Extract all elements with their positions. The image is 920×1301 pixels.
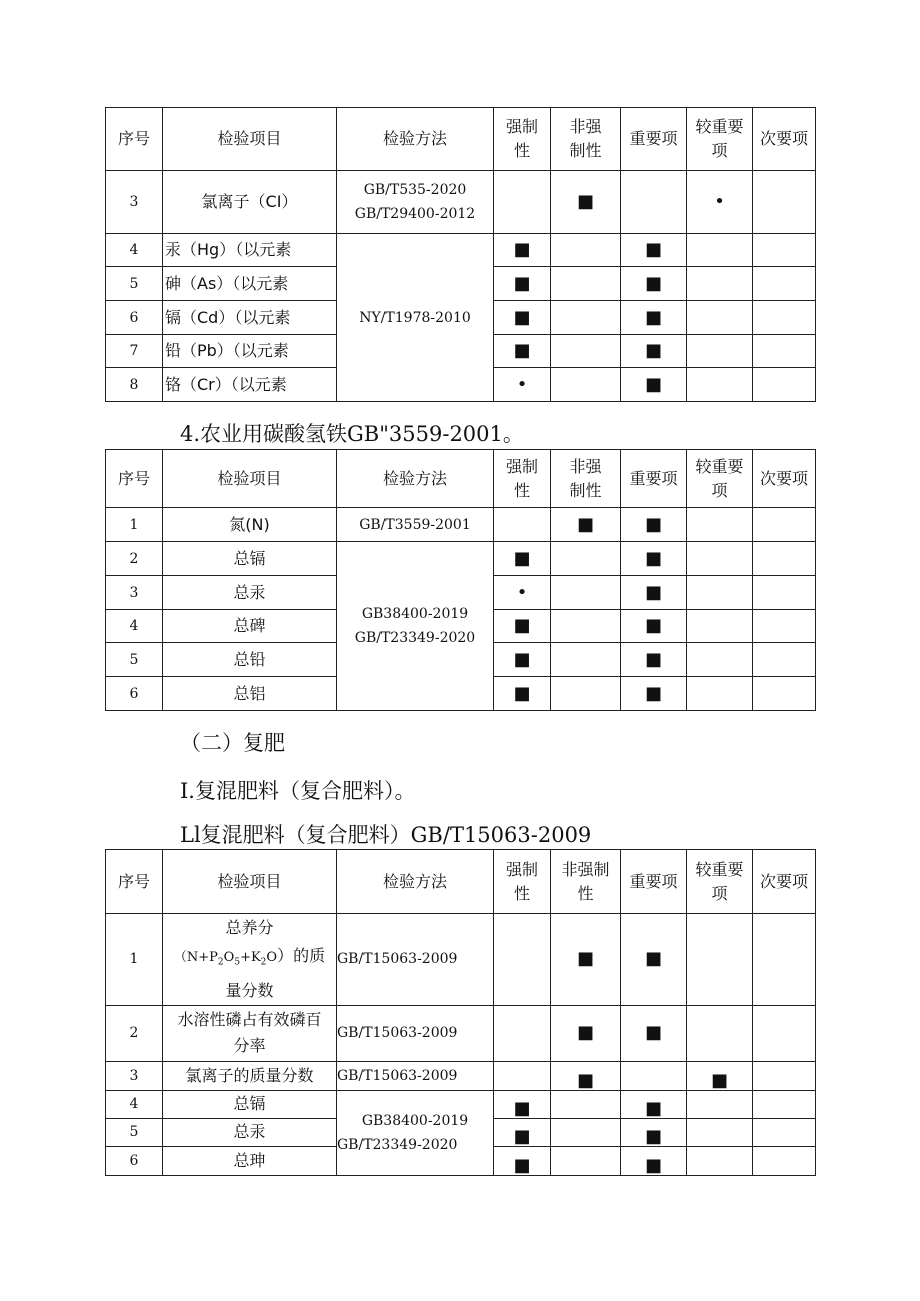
row-item: 总汞 [163, 1118, 337, 1146]
section-heading-carbonate: 4.农业用碳酸氢铁GB"3559-2001。 [180, 422, 524, 446]
row-seq: 4 [106, 1090, 163, 1118]
header-item: 检验项目 [163, 850, 337, 914]
row-seq: 6 [106, 677, 163, 711]
table-row [106, 1090, 816, 1118]
row-seq: 2 [106, 542, 163, 576]
header-important: 重要项 [621, 108, 687, 171]
row-seq: 7 [106, 335, 163, 368]
square-mark: ■ [494, 1146, 551, 1175]
section-heading-standard: Ll复混肥料（复合肥料）GB/T15063-2009 [180, 823, 592, 847]
row-method: GB/T15063-2009 [337, 1005, 494, 1061]
header-minor: 次要项 [753, 850, 816, 914]
table-row [106, 1061, 816, 1090]
row-seq: 8 [106, 368, 163, 402]
square-mark: ■ [621, 267, 687, 301]
square-mark: ■ [551, 914, 621, 1006]
header-minor: 次要项 [753, 450, 816, 508]
square-mark: ■ [621, 914, 687, 1006]
table-row [106, 171, 816, 234]
square-mark: ■ [494, 301, 551, 335]
table-row [106, 508, 816, 542]
row-item: 氮(N) [163, 508, 337, 542]
header-method: 检验方法 [337, 850, 494, 914]
section-heading-compound: （二）复肥 [180, 731, 285, 755]
row-method: GB/T535-2020 GB/T29400-2012 [337, 171, 494, 234]
table-row [106, 234, 816, 267]
square-mark: ■ [621, 542, 687, 576]
row-item: 总碑 [163, 610, 337, 643]
row-seq: 3 [106, 576, 163, 610]
table-row [106, 914, 816, 1006]
row-item: 砷（As）（以元素 [163, 267, 337, 301]
row-seq: 6 [106, 1146, 163, 1175]
square-mark: ■ [621, 1118, 687, 1146]
dot-mark: • [494, 368, 551, 402]
square-mark: ■ [621, 643, 687, 677]
row-seq: 1 [106, 914, 163, 1006]
row-seq: 2 [106, 1005, 163, 1061]
square-mark: ■ [494, 643, 551, 677]
header-non-mandatory: 非强 制性 [551, 450, 621, 508]
header-method: 检验方法 [337, 108, 494, 171]
row-method: GB/T3559-2001 [337, 508, 494, 542]
row-item: 总汞 [163, 576, 337, 610]
square-mark: ■ [494, 542, 551, 576]
row-item: 总珅 [163, 1146, 337, 1175]
header-item: 检验项目 [163, 450, 337, 508]
square-mark: ■ [687, 1061, 753, 1090]
square-mark: ■ [621, 677, 687, 711]
row-item: 氯离子（CI） [163, 171, 337, 234]
row-item: 总铝 [163, 677, 337, 711]
square-mark: ■ [551, 171, 621, 234]
header-important: 重要项 [621, 450, 687, 508]
square-mark: ■ [621, 1146, 687, 1175]
header-row [106, 850, 816, 914]
section-heading-compound-fertilizer: I.复混肥料（复合肥料）。 [180, 779, 416, 803]
row-seq: 6 [106, 301, 163, 335]
row-seq: 1 [106, 508, 163, 542]
header-seq: 序号 [106, 108, 163, 171]
header-mandatory: 强制 性 [494, 850, 551, 914]
header-non-mandatory: 非强制 性 [551, 850, 621, 914]
shared-method: NY/T1978-2010 [337, 234, 494, 402]
row-seq: 3 [106, 1061, 163, 1090]
square-mark: ■ [551, 508, 621, 542]
header-more-important: 较重要 项 [687, 108, 753, 171]
row-item: 铅（Pb）（以元素 [163, 335, 337, 368]
shared-method: GB38400-2019 GB/T23349-2020 [337, 542, 494, 711]
square-mark: ■ [494, 1090, 551, 1118]
square-mark: ■ [621, 508, 687, 542]
table-2 [105, 449, 816, 711]
square-mark: ■ [494, 677, 551, 711]
header-more-important: 较重要 项 [687, 450, 753, 508]
square-mark: ■ [494, 335, 551, 368]
row-item: 铬（Cr）（以元素 [163, 368, 337, 402]
square-mark: ■ [551, 1061, 621, 1090]
square-mark: ■ [621, 368, 687, 402]
square-mark: ■ [621, 610, 687, 643]
row-item: 总镉 [163, 1090, 337, 1118]
square-mark: ■ [621, 1005, 687, 1061]
square-mark: ■ [551, 1005, 621, 1061]
square-mark: ■ [494, 610, 551, 643]
header-seq: 序号 [106, 450, 163, 508]
square-mark: ■ [494, 234, 551, 267]
header-method: 检验方法 [337, 450, 494, 508]
shared-method: GB38400-2019 GB/T23349-2020 [337, 1090, 494, 1175]
square-mark: ■ [621, 301, 687, 335]
header-row [106, 450, 816, 508]
table-1 [105, 107, 816, 402]
header-non-mandatory: 非强 制性 [551, 108, 621, 171]
square-mark: ■ [494, 1118, 551, 1146]
square-mark: ■ [621, 335, 687, 368]
row-item: 总镉 [163, 542, 337, 576]
row-seq: 4 [106, 610, 163, 643]
row-seq: 5 [106, 267, 163, 301]
square-mark: ■ [494, 267, 551, 301]
table-3 [105, 849, 816, 1176]
row-seq: 4 [106, 234, 163, 267]
header-seq: 序号 [106, 850, 163, 914]
header-important: 重要项 [621, 850, 687, 914]
header-mandatory: 强制 性 [494, 108, 551, 171]
row-item: 汞（Hg）（以元素 [163, 234, 337, 267]
dot-mark: • [494, 576, 551, 610]
row-seq: 5 [106, 1118, 163, 1146]
header-more-important: 较重要 项 [687, 850, 753, 914]
square-mark: ■ [621, 576, 687, 610]
header-item: 检验项目 [163, 108, 337, 171]
row-seq: 5 [106, 643, 163, 677]
row-item: 镉（Cd）（以元素 [163, 301, 337, 335]
table-row [106, 542, 816, 576]
row-item: 总养分 $(N+P_2O_5+K_2O)$的质 量分数 [163, 914, 337, 1006]
row-method: GB/T15063-2009 [337, 1061, 494, 1090]
header-mandatory: 强制 性 [494, 450, 551, 508]
header-row [106, 108, 816, 171]
row-item: 总铅 [163, 643, 337, 677]
row-method: GB/T15063-2009 [337, 914, 494, 1006]
row-seq: 3 [106, 171, 163, 234]
dot-mark: • [687, 171, 753, 234]
square-mark: ■ [621, 234, 687, 267]
row-item: 水溶性磷占有效磷百 分率 [163, 1005, 337, 1061]
header-minor: 次要项 [753, 108, 816, 171]
table-row [106, 1005, 816, 1061]
row-item: 氯离子的质量分数 [163, 1061, 337, 1090]
square-mark: ■ [621, 1090, 687, 1118]
